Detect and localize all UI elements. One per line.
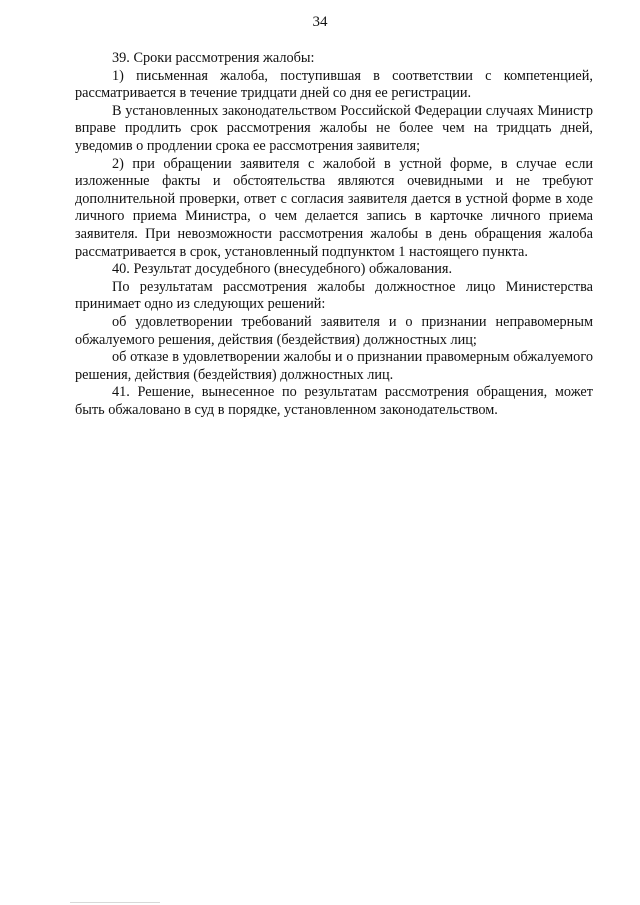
paragraph-40-intro: По результатам рассмотрения жалобы должностное лицо Министерства принимает одно из следующих решений: [75,278,593,313]
scan-edge-mark [70,902,160,903]
paragraph-40-decision-refuse: об отказе в удовлетворении жалобы и о признании правомерным обжалуемого решения, действия (бездействия) должностных лиц. [75,349,593,383]
paragraph-39-extension: В установленных законодательством Российской Федерации случаях Министр вправе продлить срок рассмотрения жалобы не более чем на тридцать дней, уведомив о продлении срока ее рассмотрения заявителя; [75,102,593,154]
paragraph-39-item-1: 1) письменная жалоба, поступившая в соответствии с компетенцией, рассматривается в течение тридцати дней со дня ее регистрации. [75,67,593,102]
paragraph-39-heading: 39. Сроки рассмотрения жалобы: [112,50,315,66]
page-number: 34 [312,14,328,30]
paragraph-40-heading: 40. Результат досудебного (внесудебного) обжалования. [112,261,453,278]
paragraph-39-item-2: 2) при обращении заявителя с жалобой в устной форме, в случае если изложенные факты и обстоятельства являются очевидными и не требуют дополнительной проверки, ответ с согласия заявителя дается в устной форме в ходе личного приема Министра, о чем делается запись в карточке личного приема заявителя. При невозможности рассмотрения жалобы в день обращения жалоба рассматривается в срок, установленный подпунктом 1 настоящего пункта. [75,155,593,260]
document-body [75,50,593,419]
paragraph-41: 41. Решение, вынесенное по результатам рассмотрения обращения, может быть обжаловано в суд в порядке, установленном законодательством. [75,384,593,418]
paragraph-40-decision-satisfy: об удовлетворении требований заявителя и о признании неправомерным обжалуемого решения, действия (бездействия) должностных лиц; [75,313,593,348]
